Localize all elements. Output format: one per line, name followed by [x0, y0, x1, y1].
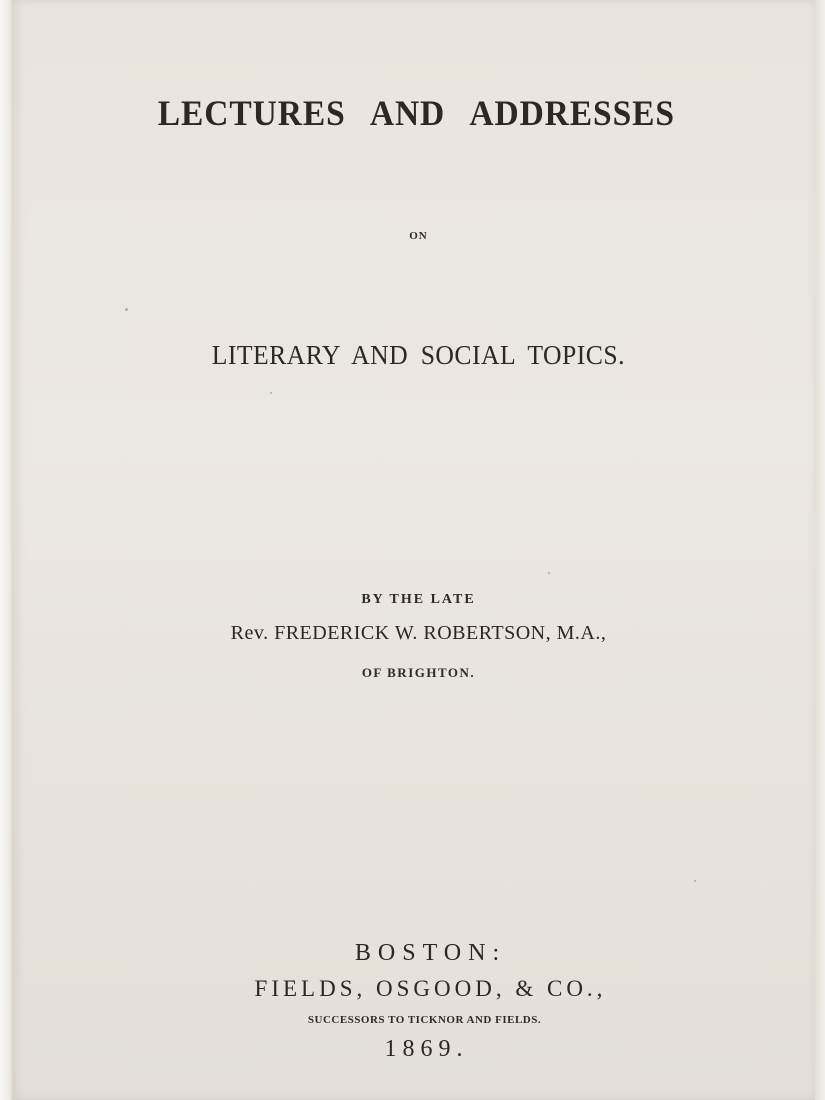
paper-speck [548, 572, 550, 574]
page-right-edge [815, 0, 825, 1100]
book-title-connector: ON [409, 230, 428, 242]
imprint-city: BOSTON: [354, 940, 507, 966]
author-name: Rev. FREDERICK W. ROBERTSON, M.A., [230, 622, 607, 644]
imprint-year: 1869. [384, 1036, 469, 1062]
book-title-line-2: LITERARY AND SOCIAL TOPICS. [211, 340, 626, 370]
imprint-successors: SUCCESSORS TO TICKNOR AND FIELDS. [307, 1014, 542, 1026]
paper-speck [694, 880, 696, 882]
title-page [12, 0, 817, 1100]
paper-speck [125, 308, 128, 311]
book-title-line-1: LECTURES AND ADDRESSES [157, 93, 675, 133]
author-place: OF BRIGHTON. [361, 665, 476, 680]
paper-speck [270, 392, 272, 394]
imprint-publisher: FIELDS, OSGOOD, & CO., [254, 976, 607, 1001]
byline: BY THE LATE [361, 592, 476, 607]
